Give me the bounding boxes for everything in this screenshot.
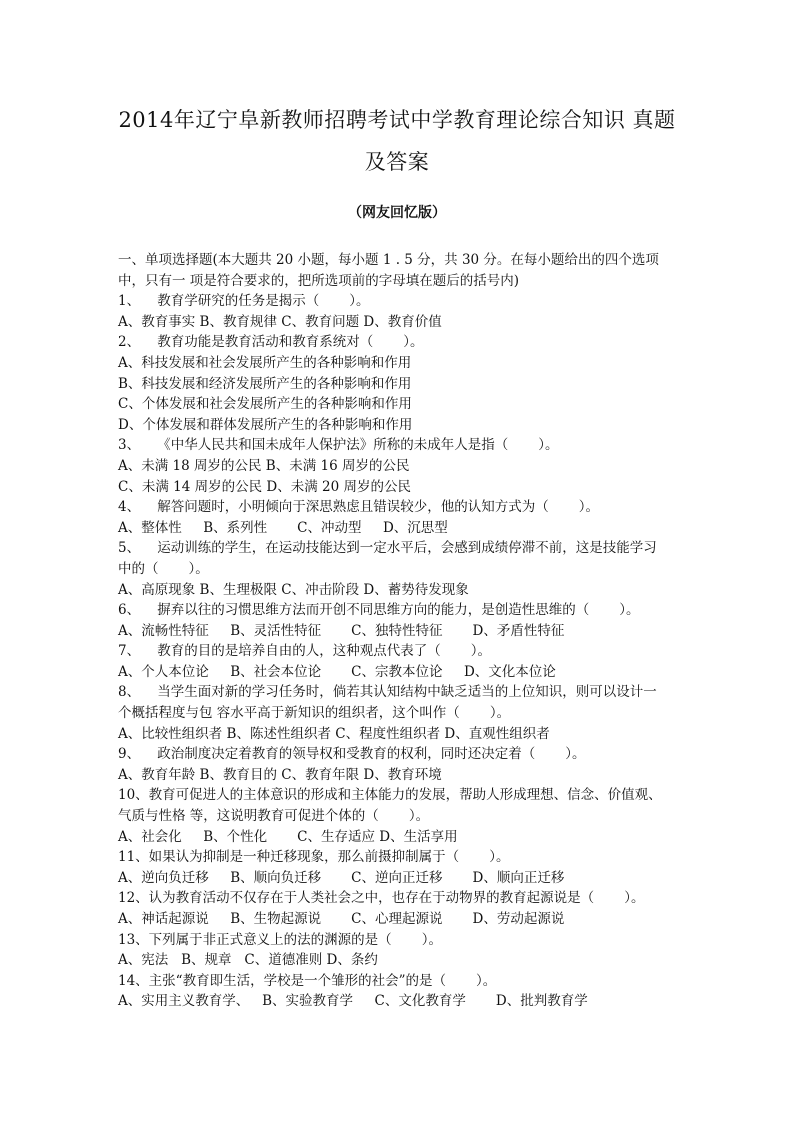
text-line: A、流畅性特征 B、灵活性特征 C、独特性特征 D、矛盾性特征 — [118, 622, 565, 639]
text-line: A、个人本位论 B、社会本位论 C、宗教本位论 D、文化本位论 — [118, 663, 556, 680]
text-line: 3、 《中华人民共和国未成年人保护法》所称的未成年人是指（ ）。 — [118, 437, 559, 454]
text-line: 个概括程度与包 容水平高于新知识的组织者，这个叫作（ ）。 — [118, 705, 511, 722]
text-line: A、社会化 B、个性化 C、生存适应 D、生活享用 — [118, 828, 458, 845]
text-line: 10、教育可促进人的主体意识的形成和主体能力的发展，帮助人形成理想、信念、价值观、 — [118, 787, 662, 804]
text-line: 7、 教育的目的是培养自由的人，这种观点代表了（ ）。 — [118, 643, 492, 660]
text-line: A、教育事实 B、教育规律 C、教育问题 D、教育价值 — [118, 313, 442, 330]
text-line: A、科技发展和社会发展所产生的各种影响和作用 — [118, 354, 412, 371]
text-line: A、比较性组织者 B、陈述性组织者 C、程度性组织者 D、直观性组织者 — [118, 725, 550, 742]
text-line: 13、下列属于非正式意义上的法的渊源的是（ ）。 — [118, 931, 442, 948]
text-line: A、实用主义教育学、 B、实验教育学 C、文化教育学 D、批判教育学 — [118, 993, 588, 1010]
text-line: 4、 解答问题时，小明倾向于深思熟虑且错误较少，他的认知方式为（ ）。 — [118, 499, 600, 516]
text-line: 2、 教育功能是教育活动和教育系统对（ ）。 — [118, 334, 424, 351]
text-line: A、教育年龄 B、教育目的 C、教育年限 D、教育环境 — [118, 766, 442, 783]
text-line: C、个体发展和社会发展所产生的各种影响和作用 — [118, 396, 412, 413]
text-line: 14、主张“教育即生活，学校是一个雏形的社会”的是（ ）。 — [118, 972, 497, 989]
text-line: 1、 教育学研究的任务是揭示（ ）。 — [118, 293, 370, 310]
document-title-continued: 及答案 — [364, 150, 430, 174]
text-line: 12、认为教育活动不仅存在于人类社会之中，也存在于动物界的教育起源说是（ ）。 — [118, 890, 645, 907]
document-title: 2014年辽宁阜新教师招聘考试中学教育理论综合知识 真题 — [118, 108, 676, 132]
text-line: A、宪法 B、规章 C、道德准则 D、条约 — [118, 952, 378, 969]
text-line: A、整体性 B、系列性 C、冲动型 D、沉思型 — [118, 519, 448, 536]
text-line: 6、 摒弃以往的习惯思维方法而开创不同思维方向的能力，是创造性思维的（ ）。 — [118, 602, 640, 619]
text-line: A、逆向负迁移 B、顺向负迁移 C、逆向正迁移 D、顺向正迁移 — [118, 869, 565, 886]
question-list — [118, 250, 678, 1012]
text-line: A、高原现象 B、生理极限 C、冲击阶段 D、蓄势待发现象 — [118, 581, 469, 598]
document-subtitle: （网友回忆版） — [348, 205, 446, 221]
text-line: 中，只有一 项是符合要求的，把所选项前的字母填在题后的括号内) — [118, 272, 520, 289]
text-line: C、未满 14 周岁的公民 D、未满 20 周岁的公民 — [118, 478, 411, 495]
text-line: 中的（ ）。 — [118, 560, 209, 577]
text-line: 5、 运动训练的学生，在运动技能达到一定水平后，会感到成绩停滞不前，这是技能学习 — [118, 540, 657, 557]
text-line: 一、单项选择题(本大题共 20 小题，每小题 1 . 5 分，共 30 分。在每小题给出的四个选项 — [118, 252, 659, 268]
text-line: 8、 当学生面对新的学习任务时，倘若其认知结构中缺乏适当的上位知识，则可以设计一 — [118, 684, 657, 701]
text-line: D、个体发展和群体发展所产生的各种影响和作用 — [118, 416, 413, 433]
text-line: B、科技发展和经济发展所产生的各种影响和作用 — [118, 375, 412, 392]
text-line: A、神话起源说 B、生物起源说 C、心理起源说 D、劳动起源说 — [118, 911, 565, 927]
text-line: 气质与性格 等，这说明教育可促进个体的（ ）。 — [118, 808, 430, 825]
text-line: A、未满 18 周岁的公民 B、未满 16 周岁的公民 — [118, 457, 410, 474]
text-line: 11、如果认为抑制是一种迁移现象，那么前摄抑制属于（ ）。 — [118, 849, 510, 866]
text-line: 9、 政治制度决定着教育的领导权和受教育的权利，同时还决定着（ ）。 — [118, 746, 586, 763]
